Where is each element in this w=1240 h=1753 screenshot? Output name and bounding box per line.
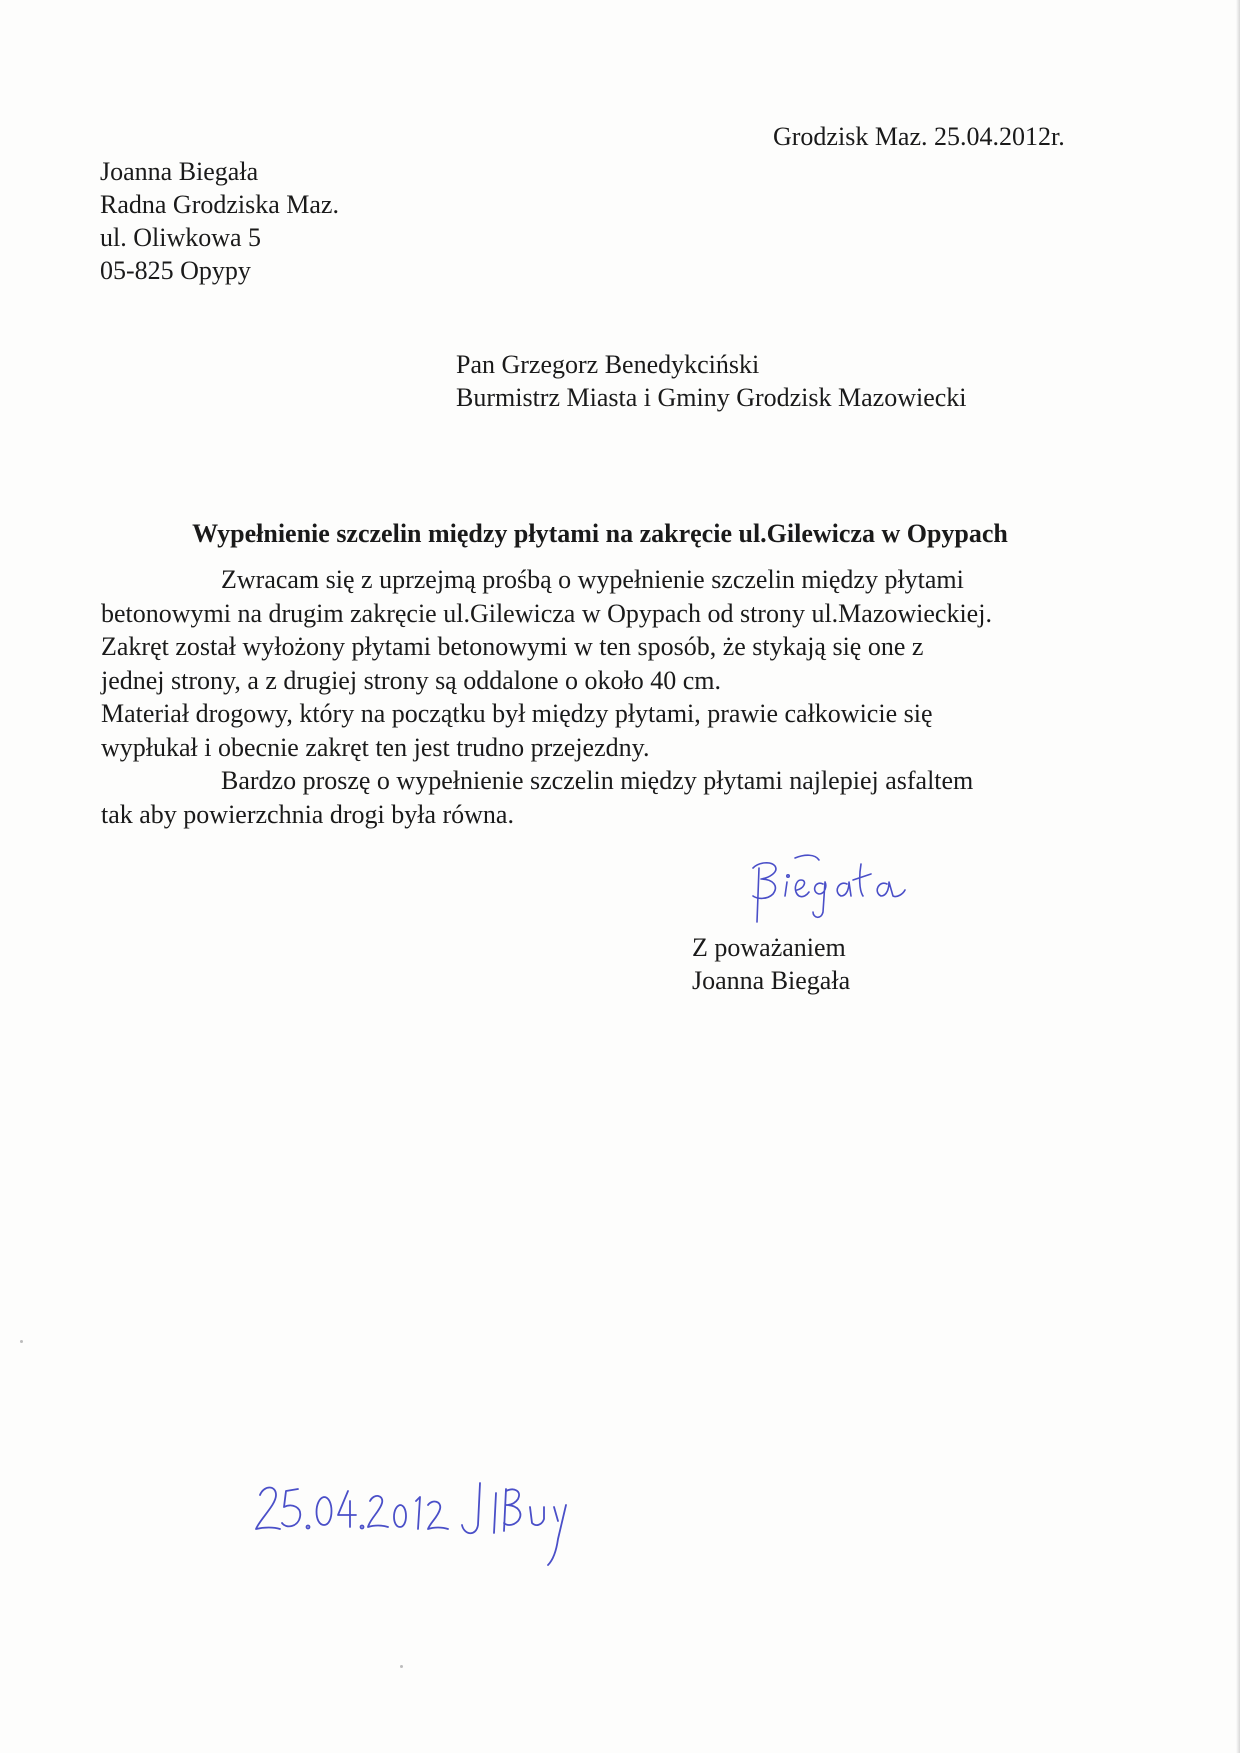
body-line: Zwracam się z uprzejmą prośbą o wypełnienie szczelin między płytami (221, 565, 964, 594)
sender-block (100, 155, 339, 287)
sender-postal: 05-825 Opypy (100, 256, 251, 285)
recipient-name: Pan Grzegorz Benedykciński (456, 350, 760, 379)
scan-edge-shadow (1236, 0, 1240, 1753)
body-line: tak aby powierzchnia drogi była równa. (101, 799, 514, 829)
recipient-block (456, 348, 967, 414)
body-line: Zakręt został wyłożony płytami betonowymi w ten sposób, że stykają się one z (101, 632, 924, 661)
scan-speck (400, 1665, 403, 1668)
sender-name: Joanna Biegała (100, 157, 259, 186)
closing-salutation: Z poważaniem (692, 933, 846, 962)
handwritten-receipt-note (252, 1475, 592, 1585)
handwritten-signature (735, 852, 945, 932)
recipient-title: Burmistrz Miasta i Gminy Grodzisk Mazowiecki (456, 383, 967, 412)
sender-title: Radna Grodziska Maz. (100, 190, 339, 219)
closing-name: Joanna Biegała (692, 966, 851, 995)
scan-speck (20, 1340, 23, 1343)
closing-block (692, 931, 850, 997)
body-line: jednej strony, a z drugiej strony są oddalone o około 40 cm. (101, 665, 722, 695)
body-line: Bardzo proszę o wypełnienie szczelin między płytami najlepiej asfaltem (221, 766, 974, 795)
body-line: betonowymi na drugim zakręcie ul.Gilewicza w Opypach od strony ul.Mazowieckiej. (101, 598, 992, 628)
letter-subject: Wypełnienie szczelin między płytami na zakręcie ul.Gilewicza w Opypach (192, 519, 1008, 548)
body-line: wypłukał i obecnie zakręt ten jest trudno przejezdny. (101, 732, 650, 762)
sender-street: ul. Oliwkowa 5 (100, 223, 262, 252)
letter-body (101, 563, 992, 831)
place-date: Grodzisk Maz. 25.04.2012r. (773, 122, 1065, 151)
body-line: Materiał drogowy, który na początku był między płytami, prawie całkowicie się (101, 699, 933, 728)
